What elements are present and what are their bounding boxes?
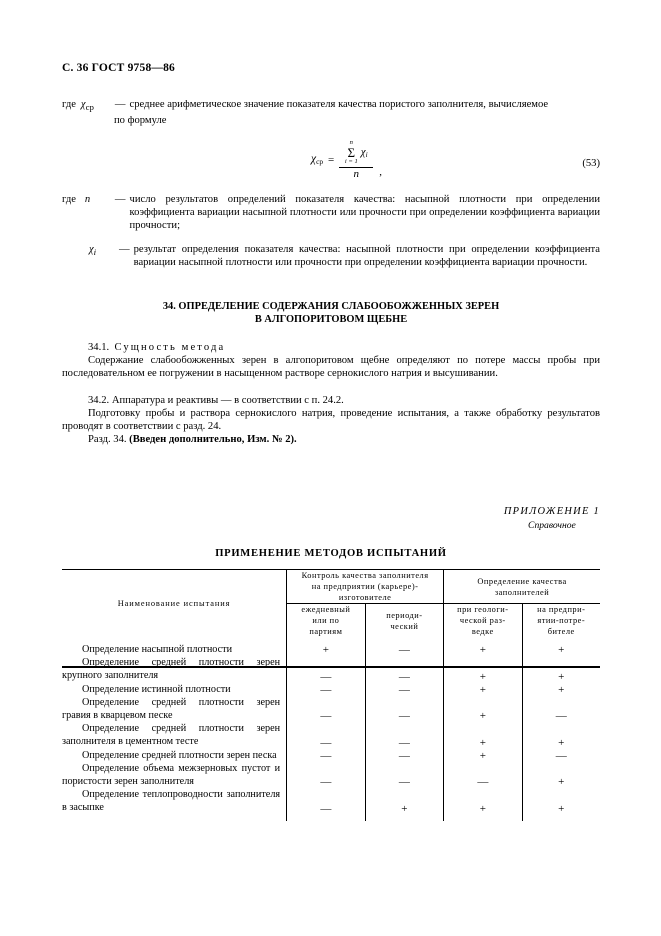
row-cell: + [365,788,443,820]
row-cell: — [287,656,366,682]
row-label: Определение объема межзерновых пустот и пористости зерен заполнителя [62,762,287,788]
formula-summand: $\chi_i$ [360,146,368,160]
paragraph-34-1-body: Содержание слабообожженных зерен в алгопоритовом щебне определяют по потере массы пробы при последовательном ее погружении в насыщенном растворе сернокислого натрия и высушивании. [62,355,600,380]
paragraph-amendment-note [62,433,600,446]
sub1-line1: ежедневный [301,605,351,614]
group1-line3: изготовителе [338,593,392,602]
subsection-34-1 [62,341,600,381]
table-title: ПРИМЕНЕНИЕ МЕТОДОВ ИСПЫТАНИЙ [215,548,447,559]
table-header-double-rule [62,666,600,668]
row-cell: — [555,749,567,762]
appendix-type: Справочное [528,520,576,531]
amendment-prefix: Разд. 34. [88,434,130,445]
formula-number: (53) [582,158,600,169]
table-row [62,637,600,656]
formula-block [62,140,600,188]
row-cell: + [444,722,522,748]
row-label: Определение средней плотности зерен песка [62,749,287,762]
section-title [62,300,600,326]
section-title-line1: 34. ОПРЕДЕЛЕНИЕ СОДЕРЖАНИЯ СЛАБООБОЖЖЕННЫХ ЗЕРЕН [162,301,500,312]
subsection-34-2 [62,394,600,407]
group1-line1: Контроль качества заполнителя [301,571,429,580]
subsection-title: Сущность метода [114,342,226,353]
formula-53 [311,140,382,180]
paragraph-preparation [62,407,600,433]
definition-chi-mean [62,98,600,128]
definition-n [62,193,600,233]
row-cell: — [287,722,366,748]
group2-line2: заполнителей [494,587,550,597]
row-cell: + [444,656,522,682]
definition-symbol-chi-mean: $\chi_{ср}$ [80,99,94,113]
row-label: Определение теплопроводности заполнителя в засыпке [62,788,287,820]
appendix-caption [504,505,600,533]
definition-text-line1: среднее арифметическое значение показателя качества пористого заполнителя, вычисляемое [129,99,549,110]
row-cell: — [287,749,366,762]
summation-lower-limit: i = 1 [344,157,358,165]
row-cell: — [365,722,443,748]
formula-trailing-comma: , [379,165,383,178]
formula-equals-sign: = [328,153,335,166]
formula-denominator: n [353,167,360,180]
row-label: Определение средней плотности зерен крупного заполнителя [62,656,287,682]
row-cell: + [558,644,565,657]
appendix-number: ПРИЛОЖЕНИЕ 1 [503,506,600,517]
row-cell: + [287,637,366,656]
row-cell: — [287,696,366,722]
sub2-line2: ческий [390,621,419,631]
running-head: С. 36 ГОСТ 9758—86 [62,62,175,74]
definition-chi-i [62,243,600,269]
definition-symbol-chi-i: $\chi_i$ [89,244,97,258]
table-header-group-quality-determination [444,570,600,604]
sub3-line3: ведке [471,627,494,636]
row-cell: + [558,670,565,683]
group1-line2: на предприятии (карьере)- [311,582,419,591]
row-cell: — [365,637,443,656]
row-cell: + [558,776,565,789]
row-cell: — [444,762,522,788]
definition-lead-word: где [62,99,76,110]
row-cell: + [558,736,565,749]
sub4-line3: бителе [547,627,575,636]
sub3-line1: при геологи- [457,605,509,614]
amendment-bold: (Введен дополнительно, Изм. № 2). [129,434,297,445]
sub1-line3: партиям [309,627,343,636]
sub4-line1: на предпри- [537,605,586,614]
definition-dash: — [114,99,126,110]
methods-application-table [62,570,600,821]
row-cell: + [444,683,522,696]
row-cell: — [365,749,443,762]
table-subheader-consumer-enterprise [522,604,600,638]
definition-lead-word-2: где [62,194,76,205]
table-body [62,637,600,821]
row-cell: + [444,749,522,762]
formula-lhs: $\chi_{ср}$ [311,153,324,167]
definition-symbol-n: n [84,194,91,205]
row-label: Определение истинной плотности [62,683,287,696]
definition-dash-3: — [119,244,130,255]
table-row [62,788,600,820]
paragraph-amendment-text [62,433,600,446]
row-cell: — [287,788,366,820]
table-header-row-groups [62,570,600,604]
row-cell: + [444,788,522,820]
sub3-line2: ческой раз- [459,616,506,625]
table-subheader-periodic [365,604,443,638]
table-header-group-quality-control [287,570,444,604]
table-row [62,762,600,788]
table-row [62,656,600,682]
formula-numerator [342,140,371,167]
table-subheader-daily-or-batch [287,604,366,638]
definition-text-line2: по формуле [114,115,167,127]
row-cell: — [287,762,366,788]
summation-upper-limit: n [349,139,353,146]
formula-fraction [339,140,373,180]
paragraph-preparation-body: Подготовку пробы и раствора сернокислого натрия, проведение испытания, а также обработку результатов проводят в соответствии с разд. 24. [62,408,600,433]
row-label: Определение средней плотности зерен гравия в кварцевом песке [62,696,287,722]
definition-text-chi-i: результат определения показателя качества: насыпной плотности при определении коэффициента вариации насыпной плотности или прочности при определении коэффициента вариации прочности. [133,244,600,269]
definition-text-n: число результатов определений показателя качества: насыпной плотности при определении коэффициента вариации насыпной плотности или прочности при определении коэффициента вариации прочности; [129,194,600,232]
table-header-test-name: Наименование испытания [62,570,287,637]
subsection-number: 34.1. [88,342,110,353]
sigma-icon: Σ [347,144,356,160]
subsection-heading-34-1 [62,341,600,354]
row-cell: + [444,696,522,722]
table-row [62,683,600,696]
table-subheader-geological-survey [444,604,522,638]
row-cell: — [287,683,366,696]
paragraph-34-2: 34.2. Аппаратура и реактивы — в соответствии с п. 24.2. [88,395,344,406]
row-cell: — [365,683,443,696]
row-cell: + [558,683,565,696]
table-row [62,722,600,748]
summation-operator [345,140,358,166]
row-cell: + [558,802,565,815]
row-cell: — [555,710,567,723]
definition-dash-2: — [114,194,126,205]
row-label: Определение средней плотности зерен заполнителя в цементном тесте [62,722,287,748]
row-label: Определение насыпной плотности [62,637,287,656]
table-row [62,696,600,722]
row-cell: — [365,762,443,788]
row-cell: — [365,696,443,722]
sub1-line2: или по [312,616,340,625]
row-cell: + [444,637,522,656]
section-title-line2: В АЛГОПОРИТОВОМ ЩЕБНЕ [254,314,408,325]
row-cell: — [365,656,443,682]
sub4-line2: ятии-потре- [537,616,586,625]
table-head [62,570,600,637]
group2-line1: Определение качества [477,576,567,586]
sub2-line1: периоди- [386,610,423,620]
table-row [62,749,600,762]
